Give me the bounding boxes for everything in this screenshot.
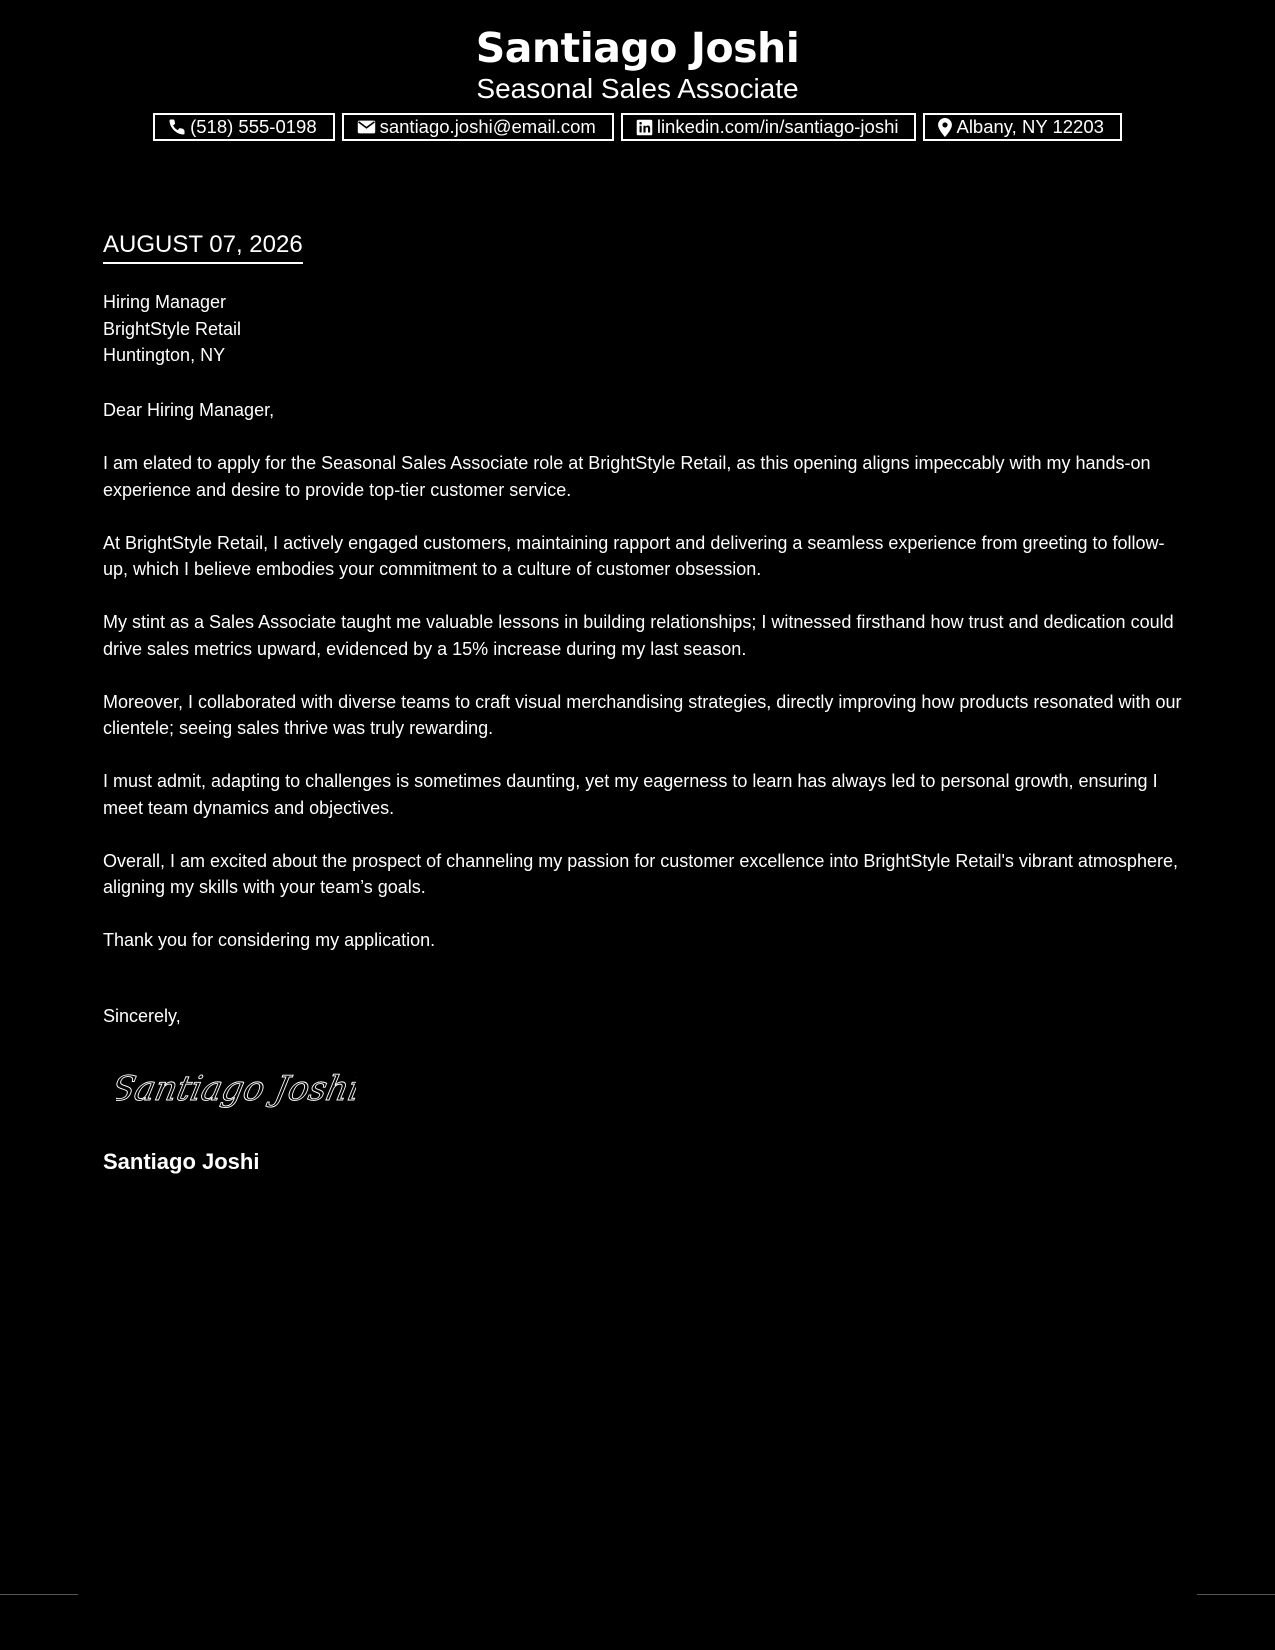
contact-location-text: Albany, NY 12203	[956, 116, 1104, 137]
recipient-title: Hiring Manager	[103, 292, 227, 312]
applicant-role: Seasonal Sales Associate	[476, 73, 799, 104]
contact-phone-text: (518) 555-0198	[190, 116, 317, 137]
body-paragraph: My stint as a Sales Associate taught me valuable lessons in building relationships; I witnessed firsthand how trust and dedication could drive sales metrics upward, evidenced by a 15% increase during my last season.	[103, 612, 1174, 659]
body-paragraph: I must admit, adapting to challenges is sometimes daunting, yet my eagerness to learn has always led to personal growth, ensuring I meet team dynamics and objectives.	[103, 771, 1158, 818]
body-paragraph: Overall, I am excited about the prospect of channeling my passion for customer excellence into BrightStyle Retail's vibrant atmosphere, aligning my skills with your team’s goals.	[103, 850, 1178, 897]
signer-name: Santiago Joshi	[103, 1149, 260, 1174]
body-paragraph: Moreover, I collaborated with diverse teams to craft visual merchandising strategies, directly improving how products resonated with our clientele; seeing sales thrive was truly rewarding.	[103, 691, 1182, 738]
footer-rule-left	[0, 1594, 78, 1595]
envelope-icon	[357, 119, 376, 135]
contact-location[interactable]	[923, 113, 1121, 141]
recipient-location: Huntington, NY	[103, 345, 226, 365]
contact-email-text: santiago.joshi@email.com	[379, 116, 596, 137]
body-paragraph: At BrightStyle Retail, I actively engaged customers, maintaining rapport and delivering a seamless experience from greeting to follow-up, which I believe embodies your commitment to a culture of customer obsession.	[103, 532, 1165, 579]
contact-linkedin[interactable]	[621, 113, 917, 141]
footer-rule-right	[1197, 1594, 1275, 1595]
letter-header	[0, 22, 1275, 106]
handwritten-signature	[116, 1060, 356, 1125]
signature-glyphs: Santiago Joshi	[116, 1069, 356, 1109]
salutation: Dear Hiring Manager,	[103, 400, 275, 420]
body-paragraph: I am elated to apply for the Seasonal Sales Associate role at BrightStyle Retail, as this opening aligns impeccably with my hands-on experience and desire to provide top-tier customer service.	[103, 453, 1151, 500]
phone-icon	[168, 118, 186, 136]
contact-linkedin-text: linkedin.com/in/santiago-joshi	[656, 116, 899, 137]
closing: Sincerely,	[103, 1006, 181, 1026]
body-paragraph: Thank you for considering my application.	[103, 930, 436, 950]
contact-email[interactable]	[342, 113, 614, 141]
contact-bar	[0, 113, 1275, 141]
contact-phone[interactable]	[153, 113, 335, 141]
letter-body	[103, 450, 1183, 980]
recipient-company: BrightStyle Retail	[103, 318, 242, 339]
linkedin-icon	[636, 119, 653, 136]
applicant-name: Santiago Joshi	[475, 24, 800, 72]
recipient-block	[103, 289, 1183, 369]
map-pin-icon	[938, 118, 952, 137]
letter-date: AUGUST 07, 2026	[103, 228, 303, 264]
